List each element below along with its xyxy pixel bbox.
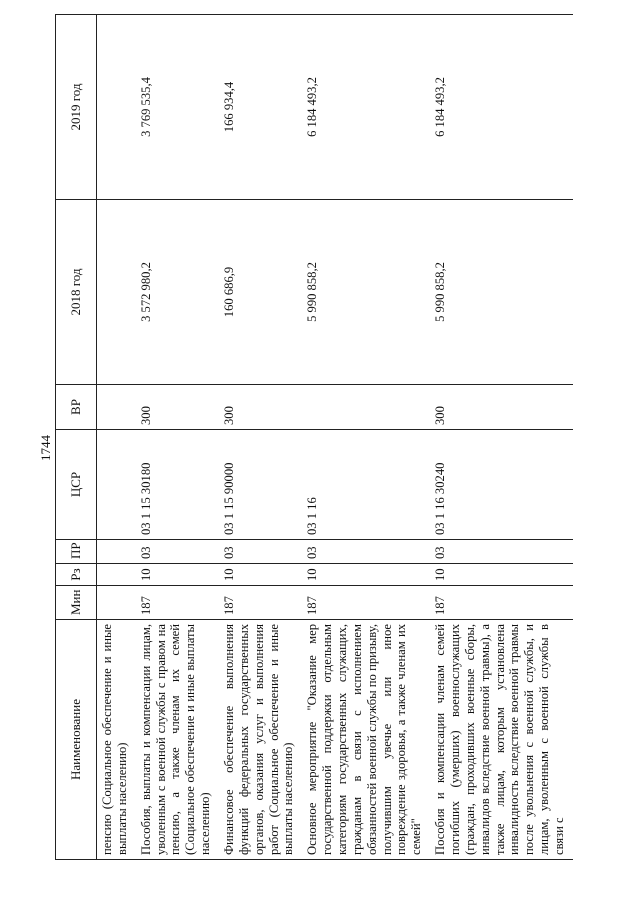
rotated-page-content — [55, 15, 600, 860]
row-vr — [302, 385, 430, 430]
row-2019 — [97, 15, 136, 200]
row-2018: 3 572 980,2 — [136, 200, 219, 385]
row-min — [97, 586, 136, 620]
row-name: Финансовое обеспечение выполнения функций федеральных государственных органов, оказания услуг и выполнения работ (Социальное обеспечение и иные выплаты населению) — [219, 620, 302, 860]
table-row — [430, 15, 573, 860]
row-vr: 300 — [430, 385, 573, 430]
row-rz: 10 — [219, 564, 302, 586]
header-name: Наименование — [56, 620, 97, 860]
row-2019: 166 934,4 — [219, 15, 302, 200]
row-csr: 03 1 16 30240 — [430, 430, 573, 540]
row-rz: 10 — [302, 564, 430, 586]
row-pr: 03 — [136, 540, 219, 564]
row-2018: 5 990 858,2 — [302, 200, 430, 385]
row-min: 187 — [219, 586, 302, 620]
table-row — [97, 15, 136, 860]
row-pr: 03 — [219, 540, 302, 564]
row-name: Пособия и компенсации членам семей погибших (умерших) военнослужащих (граждан, проходивших военные сборы, инвалидов вследствие военной травмы), а также лицам, которым установлена инвалидность вследствие военной травмы после увольнения с военной службы, и лицам, уволенным с военной службы в связи с — [430, 620, 573, 860]
row-2018: 160 686,9 — [219, 200, 302, 385]
row-pr — [97, 540, 136, 564]
header-vr: ВР — [56, 385, 97, 430]
table-header-row — [56, 15, 97, 860]
row-2018 — [97, 200, 136, 385]
header-rz: Рз — [56, 564, 97, 586]
table-row — [219, 15, 302, 860]
row-name: Основное мероприятие "Оказание мер государственной поддержки отдельным категориям государственных служащих, гражданам в связи с исполнением обязанностей военной службы по призыву, получившим увечье или иное повреждение здоровья, а также членам их семей" — [302, 620, 430, 860]
row-pr: 03 — [430, 540, 573, 564]
header-min: Мин — [56, 586, 97, 620]
row-2019: 3 769 535,4 — [136, 15, 219, 200]
row-pr: 03 — [302, 540, 430, 564]
row-csr — [97, 430, 136, 540]
row-2019: 6 184 493,2 — [430, 15, 573, 200]
row-min: 187 — [430, 586, 573, 620]
row-csr: 03 1 15 30180 — [136, 430, 219, 540]
header-pr: ПР — [56, 540, 97, 564]
row-2019: 6 184 493,2 — [302, 15, 430, 200]
row-2018: 5 990 858,2 — [430, 200, 573, 385]
row-name: Пособия, выплаты и компенсации лицам, уволенным с военной службы с правом на пенсию, а также членам их семей (Социальное обеспечение и иные выплаты населению) — [136, 620, 219, 860]
row-name: пенсию (Социальное обеспечение и иные выплаты населению) — [97, 620, 136, 860]
row-rz: 10 — [430, 564, 573, 586]
header-2019: 2019 год — [56, 15, 97, 200]
header-csr: ЦСР — [56, 430, 97, 540]
header-2018: 2018 год — [56, 200, 97, 385]
row-vr — [97, 385, 136, 430]
row-rz: 10 — [136, 564, 219, 586]
row-vr: 300 — [136, 385, 219, 430]
page-number: 1744 — [38, 435, 53, 461]
row-csr: 03 1 15 90000 — [219, 430, 302, 540]
row-csr: 03 1 16 — [302, 430, 430, 540]
row-rz — [97, 564, 136, 586]
row-vr: 300 — [219, 385, 302, 430]
table-row — [136, 15, 219, 860]
table-row — [302, 15, 430, 860]
row-min: 187 — [136, 586, 219, 620]
row-min: 187 — [302, 586, 430, 620]
budget-table — [55, 14, 573, 860]
